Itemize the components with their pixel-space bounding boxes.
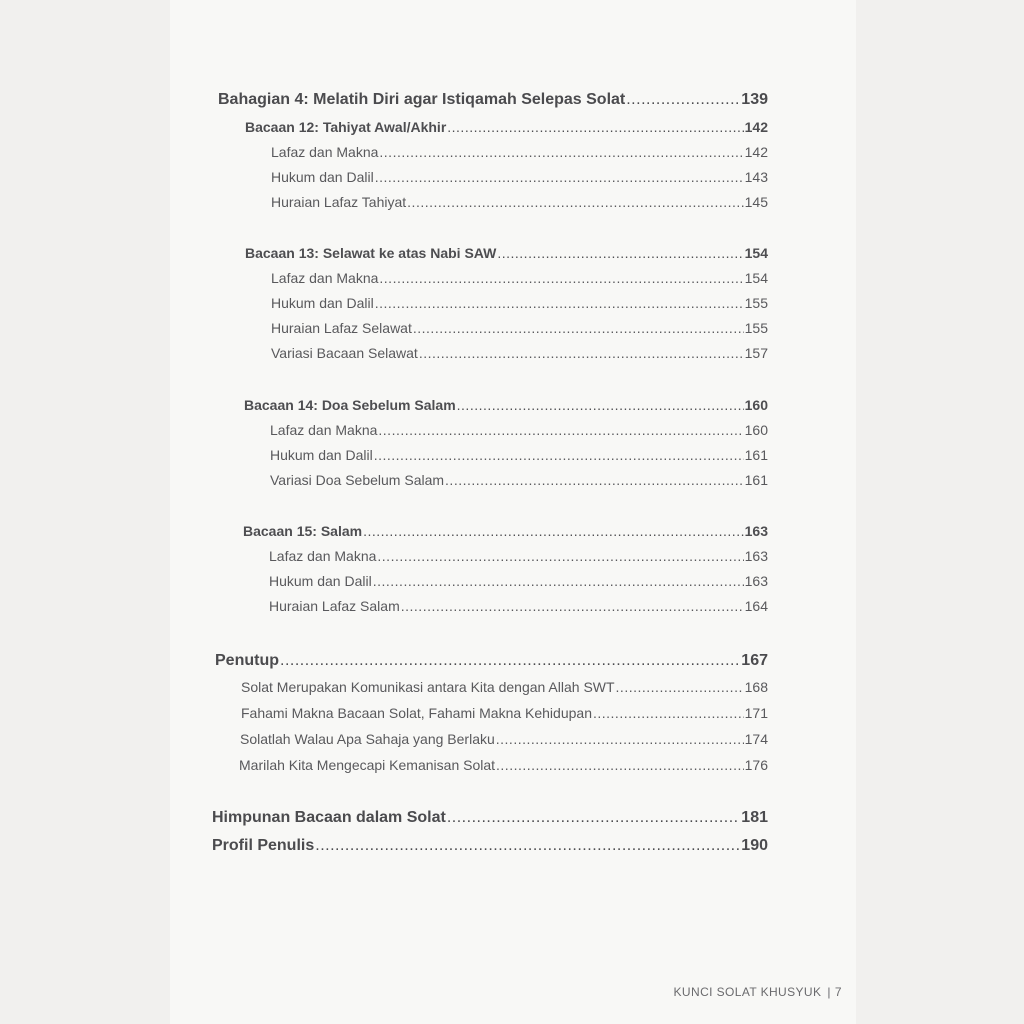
- toc-page-number: 181: [741, 809, 768, 826]
- toc-page-number: 154: [744, 245, 768, 261]
- toc-page-number: 163: [744, 548, 768, 564]
- toc-page-number: 161: [744, 447, 768, 463]
- toc-label: Bahagian 4: Melatih Diri agar Istiqamah Selepas Solat: [218, 91, 626, 108]
- toc-label: Hukum dan Dalil: [271, 295, 374, 311]
- toc-page-number: 154: [744, 270, 768, 286]
- toc-label: Lafaz dan Makna: [271, 144, 379, 160]
- toc-page-number: 163: [744, 523, 768, 539]
- leader-dots: [375, 169, 744, 185]
- toc-entry: [271, 320, 768, 336]
- toc-section-heading: [245, 119, 768, 135]
- toc-entry: [271, 144, 768, 160]
- toc-label: Variasi Doa Sebelum Salam: [270, 472, 445, 488]
- toc-page-number: 163: [744, 573, 768, 589]
- toc-part-heading: [212, 837, 768, 855]
- leader-dots: [445, 472, 744, 488]
- toc-page-number: 142: [744, 144, 768, 160]
- footer-book-title: KUNCI SOLAT KHUSYUK: [673, 985, 822, 999]
- toc-label: Himpunan Bacaan dalam Solat: [212, 809, 446, 826]
- toc-part-heading: [212, 809, 768, 827]
- toc-label: Huraian Lafaz Selawat: [271, 320, 412, 336]
- toc-page-number: 190: [741, 837, 768, 854]
- toc-page-number: 171: [744, 705, 768, 721]
- leader-dots: [374, 447, 744, 463]
- toc-page-number: 176: [744, 757, 768, 773]
- toc-entry: [239, 757, 768, 773]
- toc-page-number: 160: [744, 397, 768, 413]
- toc-page-number: 161: [744, 472, 768, 488]
- toc-entry: [271, 169, 768, 185]
- toc-page-number: 164: [744, 598, 768, 614]
- toc-section-heading: [243, 523, 768, 539]
- leader-dots: [379, 270, 743, 286]
- toc-entry: [271, 295, 768, 311]
- toc-entry: [271, 194, 768, 210]
- toc-part-heading: [215, 652, 768, 670]
- leader-dots: [363, 523, 744, 539]
- toc-entry: [269, 598, 768, 614]
- leader-dots: [280, 652, 740, 670]
- toc-page-number: 168: [744, 679, 768, 695]
- leader-dots: [373, 573, 744, 589]
- page-footer: [674, 985, 842, 999]
- leader-dots: [407, 194, 743, 210]
- toc-entry: [241, 679, 768, 695]
- toc-label: Bacaan 13: Selawat ke atas Nabi SAW: [245, 245, 497, 261]
- toc-label: Bacaan 15: Salam: [243, 523, 363, 539]
- toc-entry: [269, 548, 768, 564]
- leader-dots: [401, 598, 744, 614]
- leader-dots: [447, 809, 740, 827]
- toc-entry: [240, 731, 768, 747]
- leader-dots: [497, 245, 743, 261]
- toc-label: Huraian Lafaz Tahiyat: [271, 194, 407, 210]
- toc-label: Hukum dan Dalil: [270, 447, 373, 463]
- toc-entry: [270, 422, 768, 438]
- toc-label: Variasi Bacaan Selawat: [271, 345, 418, 361]
- toc-page-number: 157: [744, 345, 768, 361]
- leader-dots: [377, 548, 743, 564]
- leader-dots: [315, 837, 740, 855]
- toc-label: Huraian Lafaz Salam: [269, 598, 400, 614]
- toc-page-number: 174: [744, 731, 768, 747]
- footer-separator: |: [827, 985, 831, 999]
- toc-page-number: 155: [744, 320, 768, 336]
- leader-dots: [413, 320, 744, 336]
- leader-dots: [375, 295, 744, 311]
- toc-label: Hukum dan Dalil: [271, 169, 374, 185]
- leader-dots: [496, 757, 744, 773]
- toc-label: Hukum dan Dalil: [269, 573, 372, 589]
- toc-page-number: 155: [744, 295, 768, 311]
- toc-label: Profil Penulis: [212, 837, 315, 854]
- toc-label: Lafaz dan Makna: [271, 270, 379, 286]
- toc-label: Bacaan 12: Tahiyat Awal/Akhir: [245, 119, 447, 135]
- toc-page-number: 142: [744, 119, 768, 135]
- footer-page-number: 7: [834, 985, 842, 999]
- toc-entry: [271, 345, 768, 361]
- leader-dots: [419, 345, 744, 361]
- toc-page-number: 139: [741, 91, 768, 108]
- toc-page-number: 143: [744, 169, 768, 185]
- toc-label: Penutup: [215, 652, 279, 669]
- leader-dots: [378, 422, 743, 438]
- toc-entry: [269, 573, 768, 589]
- toc-entry: [271, 270, 768, 286]
- toc-label: Solat Merupakan Komunikasi antara Kita dengan Allah SWT: [241, 679, 615, 695]
- leader-dots: [626, 91, 740, 109]
- leader-dots: [616, 679, 744, 695]
- toc-section-heading: [245, 245, 768, 261]
- leader-dots: [593, 705, 744, 721]
- toc-label: Lafaz dan Makna: [270, 422, 378, 438]
- toc-entry: [241, 705, 768, 721]
- toc-section-heading: [244, 397, 768, 413]
- toc-label: Bacaan 14: Doa Sebelum Salam: [244, 397, 456, 413]
- toc-page-number: 167: [741, 652, 768, 669]
- toc-page-number: 145: [744, 194, 768, 210]
- toc-entry: [270, 447, 768, 463]
- toc-label: Marilah Kita Mengecapi Kemanisan Solat: [239, 757, 496, 773]
- leader-dots: [447, 119, 743, 135]
- toc-page-number: 160: [744, 422, 768, 438]
- leader-dots: [379, 144, 743, 160]
- toc-label: Solatlah Walau Apa Sahaja yang Berlaku: [240, 731, 495, 747]
- toc-label: Fahami Makna Bacaan Solat, Fahami Makna Kehidupan: [241, 705, 592, 721]
- toc-label: Lafaz dan Makna: [269, 548, 377, 564]
- toc-entry: [270, 472, 768, 488]
- leader-dots: [496, 731, 744, 747]
- leader-dots: [457, 397, 744, 413]
- toc-part-heading: [218, 91, 768, 109]
